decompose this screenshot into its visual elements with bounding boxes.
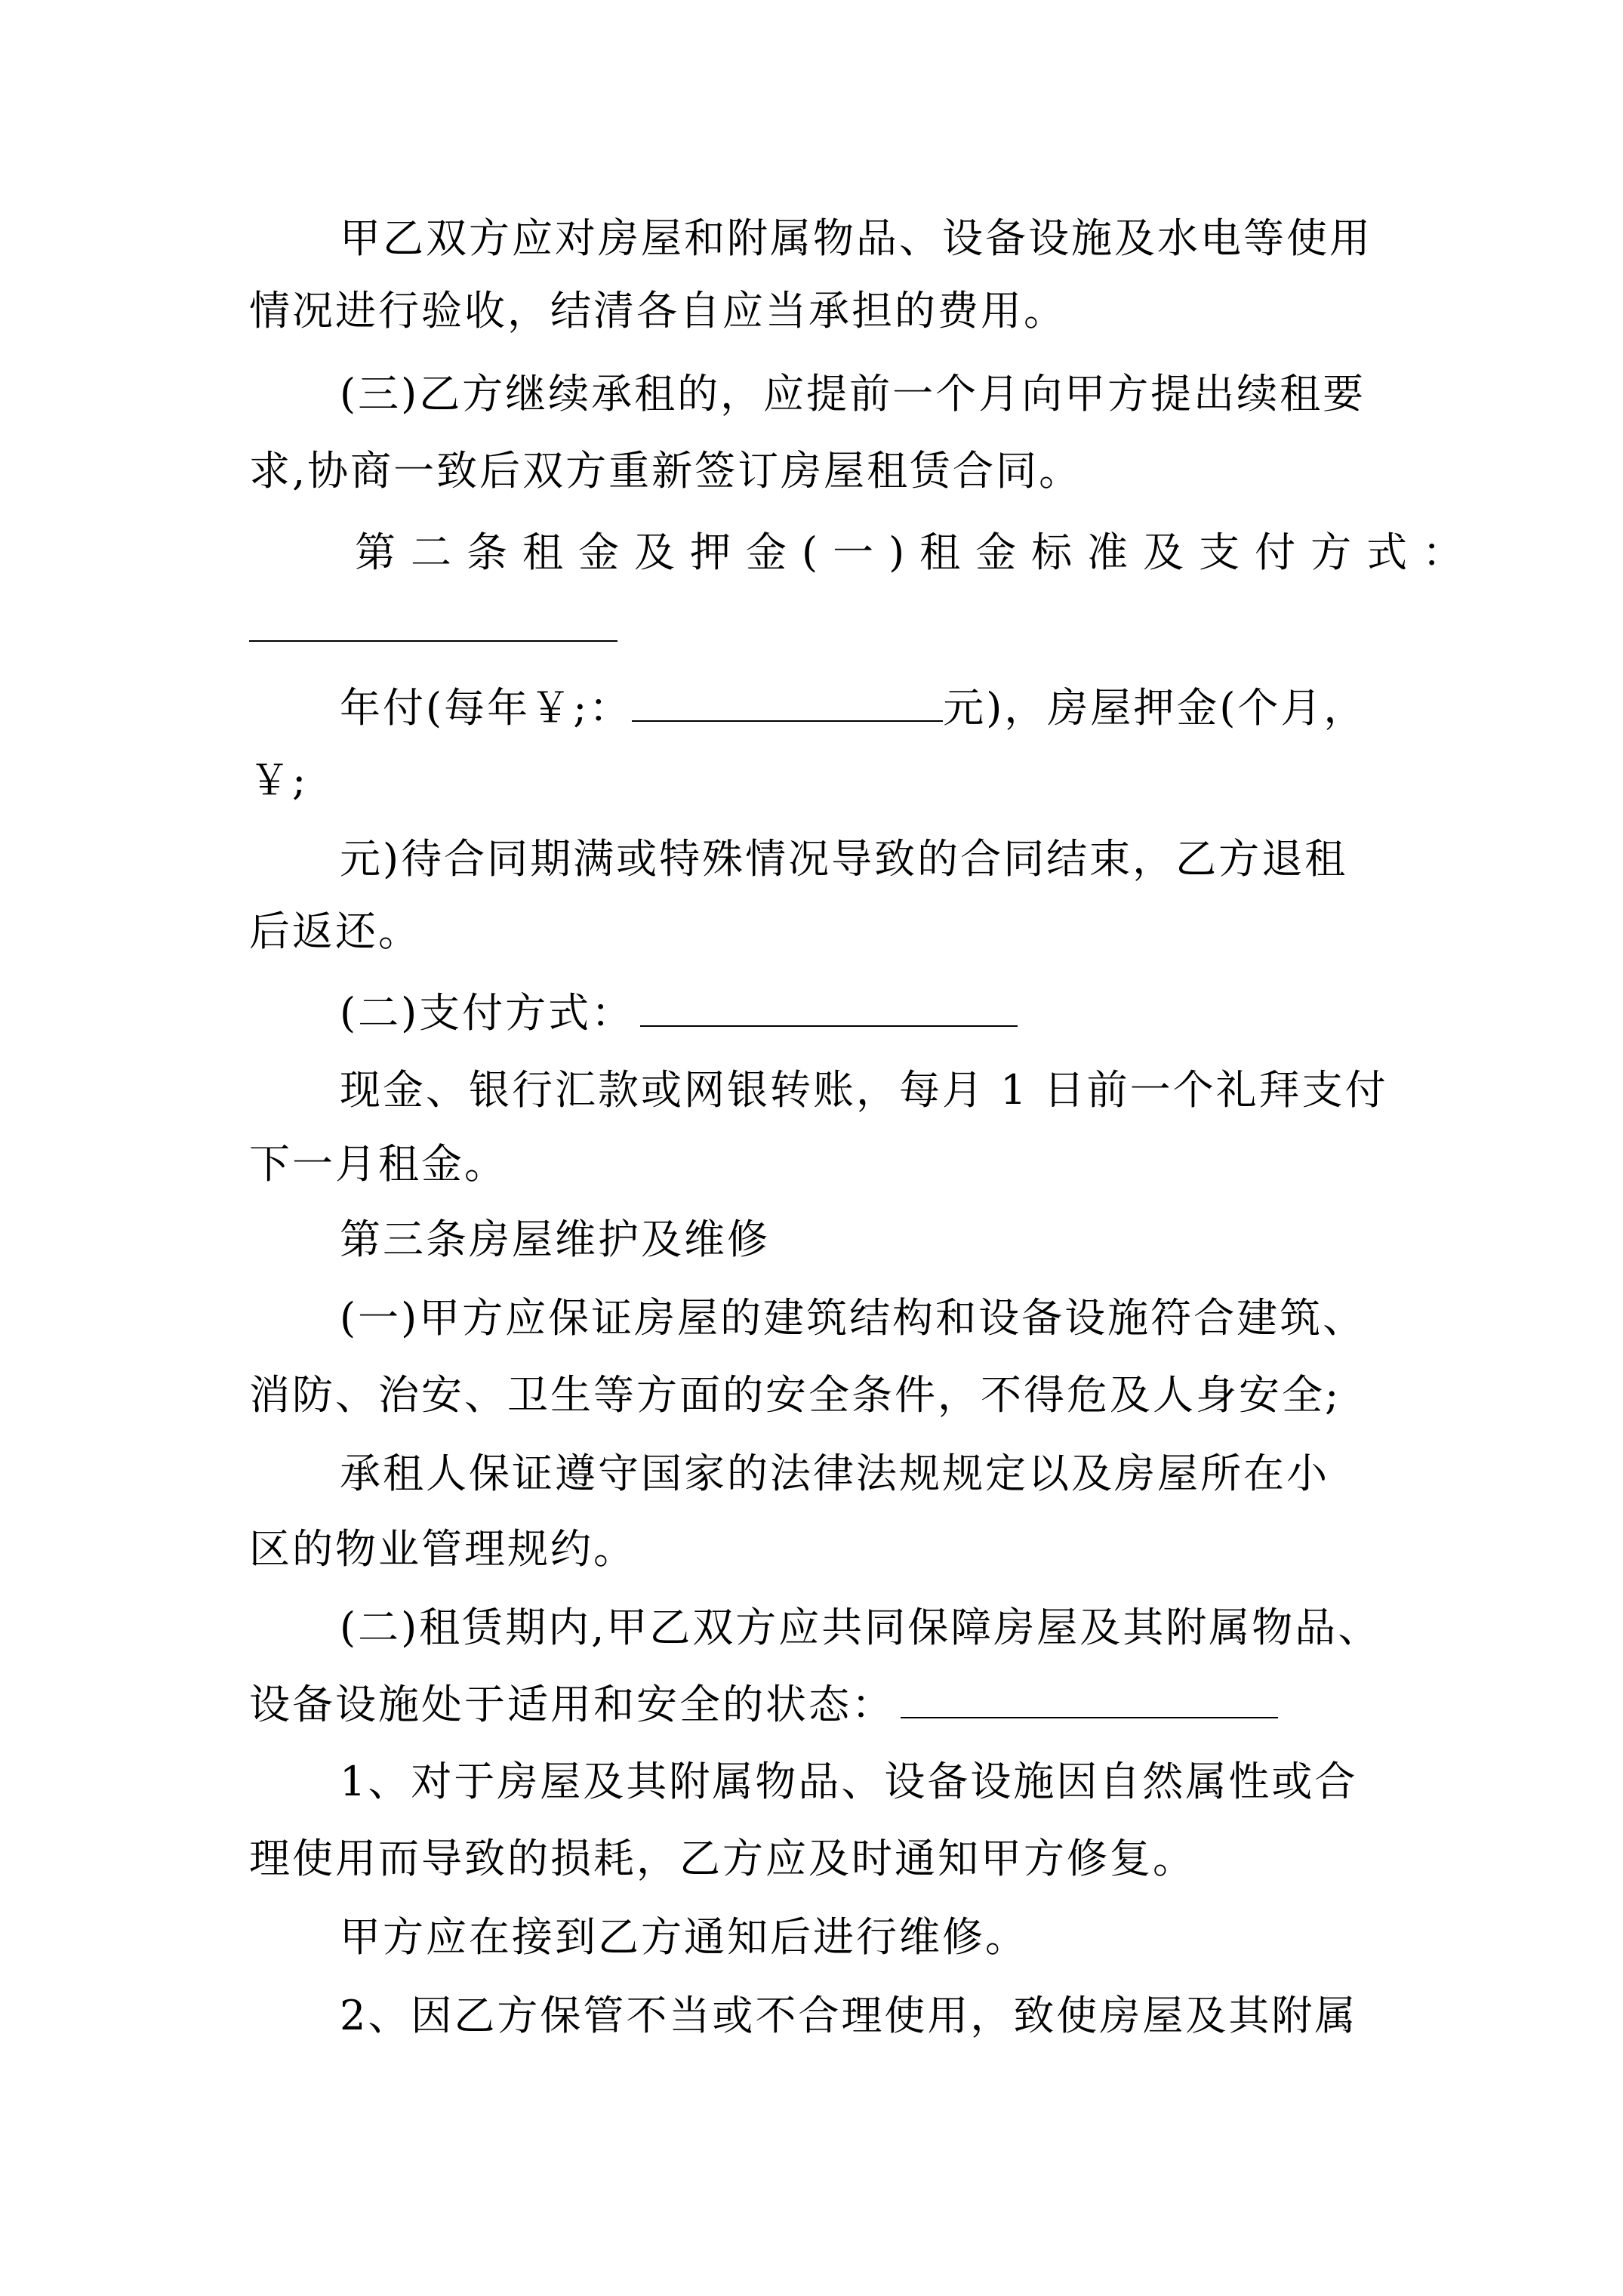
fill-in-blank [640, 986, 1018, 1027]
fill-in-blank [632, 681, 943, 722]
paragraph-line: 甲乙双方应对房屋和附属物品、设备设施及水电等使用 [340, 214, 1372, 262]
paragraph-line: ￥; [249, 757, 309, 804]
paragraph-line [249, 1678, 1278, 1729]
paragraph-line: (一)甲方应保证房屋的建筑结构和设备设施符合建筑、 [340, 1294, 1366, 1342]
paragraph-line: 求,协商一致后双方重新签订房屋租赁合同。 [249, 447, 1083, 495]
paragraph-line: 甲方应在接到乙方通知后进行维修。 [340, 1913, 1028, 1961]
paragraph-line: (二)租赁期内,甲乙双方应共同保障房屋及其附属物品、 [340, 1604, 1381, 1651]
paragraph-line: 区的物业管理规约。 [249, 1525, 636, 1573]
payment-label: (二)支付方式： [340, 989, 635, 1037]
fill-in-blank [901, 1678, 1278, 1718]
paragraph-line: 现金、银行汇款或网银转账，每月 1 日前一个礼拜支付 [340, 1066, 1388, 1114]
state-text: 设备设施处于适用和安全的状态： [249, 1681, 895, 1728]
paragraph-line: 理使用而导致的损耗，乙方应及时通知甲方修复。 [249, 1835, 1196, 1882]
fill-in-blank [249, 640, 617, 642]
section-heading: 第三条房屋维护及维修 [340, 1216, 770, 1263]
paragraph-line: 元)待合同期满或特殊情况导致的合同结束，乙方退租 [340, 835, 1348, 883]
paragraph-line: 下一月租金。 [249, 1140, 507, 1188]
rent-text-part1: 年付(每年￥;： [340, 684, 633, 732]
paragraph-line: 2、因乙方保管不当或不合理使用，致使房屋及其附属 [340, 1992, 1358, 2039]
section-heading: 第二条租金及押金(一)租金标准及支付方式： [355, 529, 1479, 576]
paragraph-line: 情况进行验收，结清各自应当承担的费用。 [249, 287, 1067, 334]
paragraph-line: 承租人保证遵守国家的法律法规规定以及房屋所在小 [340, 1450, 1329, 1497]
paragraph-line: 后返还。 [249, 908, 421, 955]
paragraph-line: 1、对于房屋及其附属物品、设备设施因自然属性或合 [340, 1758, 1358, 1805]
paragraph-line [340, 986, 1018, 1037]
rent-text-part2: 元)，房屋押金(个月， [943, 684, 1367, 732]
paragraph-line [340, 681, 1366, 732]
paragraph-line: (三)乙方继续承租的，应提前一个月向甲方提出续租要 [340, 370, 1366, 418]
paragraph-line: 消防、治安、卫生等方面的安全条件，不得危及人身安全; [249, 1371, 1341, 1419]
